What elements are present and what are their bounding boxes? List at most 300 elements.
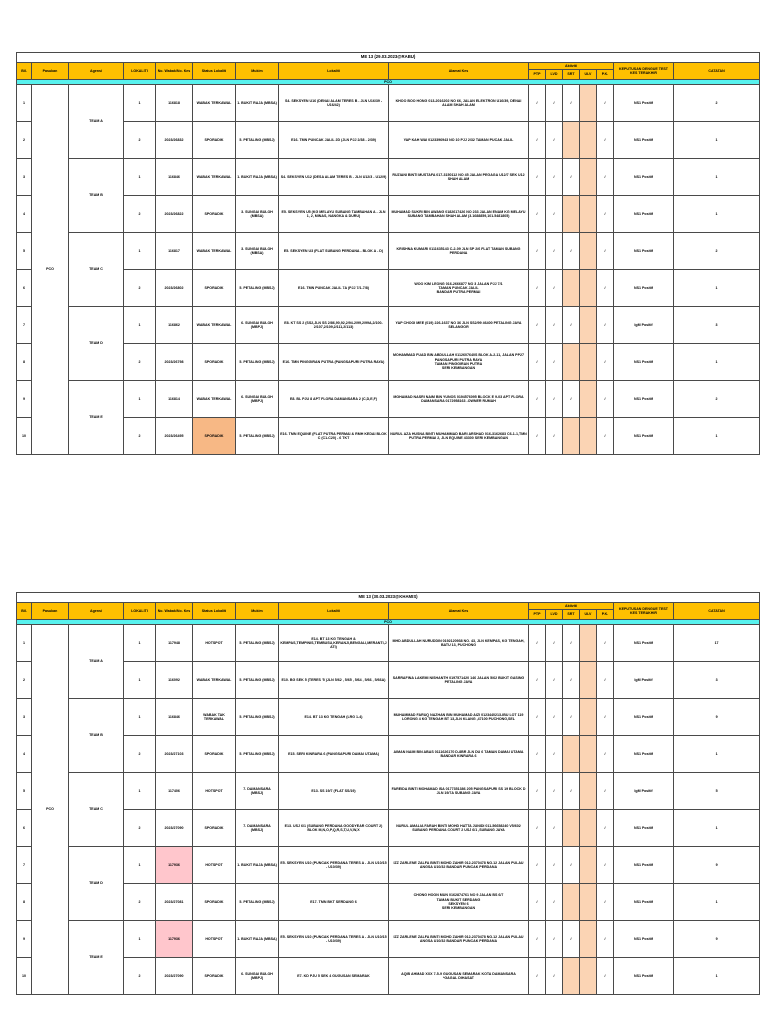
sheet-29-03-2023 — [16, 52, 759, 455]
cell-no: 116846 — [156, 159, 193, 196]
cell-cat: 3 — [674, 307, 760, 344]
cell-srt — [563, 122, 580, 159]
cell-cat: 1 — [674, 418, 760, 455]
table-row — [17, 958, 760, 995]
cell-ulv — [580, 196, 597, 233]
cell-srt: / — [563, 625, 580, 662]
cell-lvd: / — [546, 625, 563, 662]
cell-ulv — [580, 699, 597, 736]
cell-pk: / — [597, 418, 614, 455]
cell-no: 2023/27090 — [156, 810, 193, 847]
cell-alamat: MHD ABDULLAH NURUDDIN 0192120938 NO. 43, JLN KEMPAS, KG TENGAH, BATU 13, PUCHONG — [389, 625, 529, 662]
table-row — [17, 418, 760, 455]
cell-lvd: / — [546, 307, 563, 344]
cell-pk: / — [597, 307, 614, 344]
header-bil: Bil. — [17, 603, 32, 620]
header-ptp: PTP — [529, 610, 546, 620]
cell-kep: NS1 Positif — [614, 196, 674, 233]
cell-mukim: 3. SUNGAI BULOH (MBSA) — [236, 233, 279, 270]
cell-status: HOTSPOT — [193, 847, 236, 884]
cell-lok: E16. TMN EQUINE (FLAT PUTRA PERMAI & RMH KEDAI BLOK C (C1-C20) - 6 TKT — [279, 418, 389, 455]
cell-cat: 1 — [674, 159, 760, 196]
cell-lok: E13. USJ 6/1 (SUBANG PERDANA GOODYEAR COURT 2) BLOK M,N,O,P,Q,R,S,T,U,V,W,X — [279, 810, 389, 847]
cell-bil: 2 — [17, 662, 32, 699]
cell-ulv — [580, 736, 597, 773]
pasukan-cell: PCO — [32, 625, 69, 995]
cell-no: 2023/26798 — [156, 344, 193, 381]
cell-alamat: RUZIANI BINTI MUSTAFA 017-3150112 NO 45 JALAN PEGAGA U12/7 SEK U12 SHAH ALAM — [389, 159, 529, 196]
cell-mukim: 5. PETALING (MBSJ) — [236, 699, 279, 736]
header-pasukan: Pasukan — [32, 603, 69, 620]
cell-alamat: MOHAMMAD FUAD BIN ABDULLAH 0112607640S BLOK A-2-11, JALAN PP27 PANGSAPURI PUTRA RAYA TAMAN PINGGIRAN PUTRA SERI KEMBANGAN — [389, 344, 529, 381]
cell-lok: E16. TMN PINGGIRAN PUTRA (PANGSAPURI PUTRA RAYA) — [279, 344, 389, 381]
cell-mukim: 1. BUKIT RAJA (MBSA) — [236, 921, 279, 958]
header-aktiviti: Aktiviti — [529, 603, 614, 610]
cell-ulv — [580, 810, 597, 847]
cell-lvd: / — [546, 884, 563, 921]
cell-kep: IgM Positif — [614, 662, 674, 699]
header-keputusan: KEPUTUSAN DENGUE TEST KES TERAKHIR — [614, 603, 674, 620]
cell-cat: 5 — [674, 773, 760, 810]
cell-no: 117406 — [156, 773, 193, 810]
team-cell: TEAM E — [69, 381, 124, 455]
cell-lvd: / — [546, 921, 563, 958]
cell-pk: / — [597, 270, 614, 307]
cell-lvd: / — [546, 810, 563, 847]
header-srt: SRT — [563, 70, 580, 80]
cell-ulv — [580, 381, 597, 418]
cell-cat: 3 — [674, 662, 760, 699]
cell-status: WABAK TERKAWAL — [193, 85, 236, 122]
cell-status: HOTSPOT — [193, 773, 236, 810]
cell-no: 116814 — [156, 381, 193, 418]
cell-alamat: MUHAMAD SUKRI BIN AWANG 0182617426 NO 233 JALAN ENAM KG MELAYU SUBANG TAMBAHAN SHAH ALAM (3.1688859,101.5481805) — [389, 196, 529, 233]
cell-alamat: FAREIDA BINTI MOHAMAD ISA 0177351386 205 PANGSAPURI SS 19 BLOCK D JLN 19/7A SUBANG JAYA — [389, 773, 529, 810]
cell-mukim: 1. BUKIT RAJA (MBSA) — [236, 159, 279, 196]
cell-status: SPORADIK — [193, 344, 236, 381]
cell-no: 116846 — [156, 699, 193, 736]
cell-kep: NS1 Positif — [614, 159, 674, 196]
cell-lokaliti: 1 — [124, 85, 156, 122]
cell-status: SPORADIK — [193, 270, 236, 307]
header-agensi: Agensi — [69, 603, 124, 620]
cell-bil: 2 — [17, 122, 32, 159]
cell-bil: 5 — [17, 773, 32, 810]
cell-bil: 7 — [17, 847, 32, 884]
cell-cat: 1 — [674, 736, 760, 773]
header-lvd: LVD — [546, 610, 563, 620]
cell-lokaliti: 2 — [124, 122, 156, 159]
case-table-1 — [16, 52, 760, 455]
cell-mukim: 6. SUNGAI BULOH (MBPJ) — [236, 381, 279, 418]
cell-cat: 9 — [674, 921, 760, 958]
table-row — [17, 196, 760, 233]
cell-no: 116862 — [156, 307, 193, 344]
table-row — [17, 381, 760, 418]
cell-lokaliti: 2 — [124, 270, 156, 307]
header-lokaliti: Lokaliti — [279, 63, 389, 80]
cell-cat: 1 — [674, 344, 760, 381]
cell-mukim: 1. BUKIT RAJA (MBSA) — [236, 85, 279, 122]
cell-pk: / — [597, 884, 614, 921]
cell-ulv — [580, 884, 597, 921]
cell-kep: NS1 Positif — [614, 344, 674, 381]
cell-lok: E15. SERI KINRARA 6 (PANGSAPURI DAMAI UTAMA) — [279, 736, 389, 773]
table-row — [17, 847, 760, 884]
cell-ulv — [580, 307, 597, 344]
cell-lvd: / — [546, 159, 563, 196]
cell-lok: E8. KT SS 2 (SS2,JLN SS 2/86,90,92,2/94-2/99,2/99A,2/100-2/107,2/109,2/111,2/113) — [279, 307, 389, 344]
cell-status: HOTSPOT — [193, 625, 236, 662]
cell-mukim: 1. BUKIT RAJA (MBSA) — [236, 847, 279, 884]
table-row — [17, 810, 760, 847]
cell-ptp: / — [529, 233, 546, 270]
cell-kep: NS1 Positif — [614, 736, 674, 773]
cell-status: SPORADIK — [193, 196, 236, 233]
header-pk: P.K. — [597, 610, 614, 620]
sheet-title: ME 13 (30.03.2023@KHAMIS) — [17, 593, 760, 603]
header-bil: Bil. — [17, 63, 32, 80]
cell-status: SPORADIK — [193, 884, 236, 921]
cell-lokaliti: 1 — [124, 773, 156, 810]
cell-status: SPORADIK — [193, 810, 236, 847]
cell-cat: 17 — [674, 625, 760, 662]
case-table-2 — [16, 592, 760, 995]
cell-lvd: / — [546, 773, 563, 810]
cell-no: 2023/26832 — [156, 122, 193, 159]
cell-lok: E13. SS 19/7 (FLAT SS/19) — [279, 773, 389, 810]
cell-lvd: / — [546, 122, 563, 159]
cell-ptp: / — [529, 847, 546, 884]
cell-bil: 7 — [17, 307, 32, 344]
table-row — [17, 270, 760, 307]
header-alamat: Alamat Kes — [389, 63, 529, 80]
cell-srt: / — [563, 773, 580, 810]
cell-ptp: / — [529, 196, 546, 233]
cell-cat: 1 — [674, 196, 760, 233]
cell-pk: / — [597, 159, 614, 196]
cell-lvd: / — [546, 85, 563, 122]
cell-lvd: / — [546, 381, 563, 418]
header-ulv: ULV — [580, 70, 597, 80]
header-no-wabak: No. Wabak/No. Kes — [156, 63, 193, 80]
cell-srt — [563, 418, 580, 455]
cell-no: 117936 — [156, 847, 193, 884]
cell-ptp: / — [529, 810, 546, 847]
cell-mukim: 5. PETALING (MBSJ) — [236, 662, 279, 699]
cell-srt: / — [563, 85, 580, 122]
cell-srt: / — [563, 699, 580, 736]
cell-mukim: 3. SUNGAI BULOH (MBSA) — [236, 196, 279, 233]
cell-ptp: / — [529, 773, 546, 810]
cell-lokaliti: 2 — [124, 736, 156, 773]
cell-alamat: NURUL AZA HUSNA BINTI MUHAMMAD BARI ARSHAD 016-3162683 C6-1-1,TMN PUTRA PERMAI 2, JLN EQUINE 43300 SERI KEMBANGAN — [389, 418, 529, 455]
header-catatan: CATATAN — [674, 63, 760, 80]
cell-cat: 9 — [674, 699, 760, 736]
cell-ptp: / — [529, 122, 546, 159]
cell-lokaliti: 1 — [124, 662, 156, 699]
cell-ulv — [580, 418, 597, 455]
cell-lok: S4. SEKSYEN U16 (DENAI ALAM TERES B - JLN U16/39 - U16/42) — [279, 85, 389, 122]
cell-pk: / — [597, 625, 614, 662]
cell-ulv — [580, 847, 597, 884]
cell-bil: 6 — [17, 270, 32, 307]
cell-mukim: 5. PETALING (MBSJ) — [236, 270, 279, 307]
cell-srt: / — [563, 159, 580, 196]
cell-ulv — [580, 773, 597, 810]
cell-ptp: / — [529, 958, 546, 995]
cell-status: WABAK TERKAWAL — [193, 381, 236, 418]
cell-pk: / — [597, 85, 614, 122]
cell-ulv — [580, 85, 597, 122]
cell-cat: 1 — [674, 122, 760, 159]
cell-srt: / — [563, 921, 580, 958]
cell-kep: NS1 Positif — [614, 122, 674, 159]
cell-srt: / — [563, 381, 580, 418]
cell-kep: NS1 Positif — [614, 884, 674, 921]
team-cell: TEAM A — [69, 625, 124, 699]
cell-lvd: / — [546, 344, 563, 381]
table-row — [17, 344, 760, 381]
cell-lokaliti: 2 — [124, 196, 156, 233]
cell-mukim: 6. SUNGAI BULOH (MBPJ) — [236, 307, 279, 344]
cell-lok: E10. BG SEK 5 (TERES '5 )JLN 5/62 , 5/65 , 5/64 , 5/66 , 5/66A) — [279, 662, 389, 699]
cell-no: 2023/26822 — [156, 196, 193, 233]
header-lokaliti-code: LOKALITI — [124, 63, 156, 80]
cell-alamat: KRISHNA KUMARI 0111635143 C-2-09 JLN SP 2/6 FLAT TAMAN SUBANG PERDANA — [389, 233, 529, 270]
cell-cat: 9 — [674, 847, 760, 884]
cell-lvd: / — [546, 418, 563, 455]
cell-ptp: / — [529, 662, 546, 699]
cell-lok: E5. SEKSYEN U5 (KG MELAYU SUBANG TAMBAHAN A - JLN 1, 2, MINAS, NANGKA & DURU) — [279, 196, 389, 233]
cell-mukim: 5. PETALING (MBSJ) — [236, 344, 279, 381]
team-cell: TEAM B — [69, 159, 124, 233]
sheet-30-03-2023 — [16, 592, 759, 995]
cell-kep: NS1 Positif — [614, 847, 674, 884]
header-keputusan: KEPUTUSAN DENGUE TEST KES TERAKHIR — [614, 63, 674, 80]
cell-lokaliti: 2 — [124, 344, 156, 381]
cell-ulv — [580, 159, 597, 196]
cell-bil: 5 — [17, 233, 32, 270]
cell-ptp: / — [529, 159, 546, 196]
cell-kep: NS1 Positif — [614, 921, 674, 958]
cell-srt: / — [563, 307, 580, 344]
cell-lok: S4. SEKSYEN U12 (DESA ALAM TERES B - JLN U12/3 - U12/9) — [279, 159, 389, 196]
cell-bil: 10 — [17, 958, 32, 995]
cell-lok: E5. SEKSYEN U10 (PUNCAK PERDANA TERES A - JLN U10/15 - U10/39) — [279, 921, 389, 958]
cell-lokaliti: 1 — [124, 307, 156, 344]
cell-lokaliti: 2 — [124, 418, 156, 455]
cell-status: SPORADIK — [193, 958, 236, 995]
cell-srt — [563, 810, 580, 847]
cell-pk: / — [597, 196, 614, 233]
header-lokaliti-code: LOKALITI — [124, 603, 156, 620]
cell-srt — [563, 196, 580, 233]
cell-lokaliti: 2 — [124, 810, 156, 847]
cell-lvd: / — [546, 233, 563, 270]
sheet-title: ME 13 (29.03.2023@RABU) — [17, 53, 760, 63]
cell-kep: IgM Positif — [614, 773, 674, 810]
cell-lokaliti: 2 — [124, 884, 156, 921]
cell-pk: / — [597, 958, 614, 995]
team-cell: TEAM C — [69, 233, 124, 307]
cell-ptp: / — [529, 625, 546, 662]
header-aktiviti: Aktiviti — [529, 63, 614, 70]
cell-pk: / — [597, 344, 614, 381]
pasukan-cell: PCO — [32, 85, 69, 455]
cell-bil: 9 — [17, 921, 32, 958]
cell-lok: E17. TMN BKT SERDANG 6 — [279, 884, 389, 921]
pco-band: PCO — [17, 80, 760, 85]
cell-ptp: / — [529, 921, 546, 958]
cell-cat: 1 — [674, 958, 760, 995]
cell-srt: / — [563, 847, 580, 884]
table-row — [17, 159, 760, 196]
cell-bil: 4 — [17, 736, 32, 773]
cell-mukim: 5. PETALING (MBSJ) — [236, 884, 279, 921]
table-row — [17, 884, 760, 921]
cell-lokaliti: 1 — [124, 381, 156, 418]
cell-mukim: 5. PETALING (MBSJ) — [236, 625, 279, 662]
team-cell: TEAM B — [69, 699, 124, 773]
cell-kep: NS1 Positif — [614, 958, 674, 995]
cell-no: 116818 — [156, 85, 193, 122]
cell-pk: / — [597, 847, 614, 884]
cell-no: 2023/27081 — [156, 884, 193, 921]
header-srt: SRT — [563, 610, 580, 620]
cell-status: WABAK TERKAWAL — [193, 662, 236, 699]
cell-ulv — [580, 625, 597, 662]
cell-mukim: 7. DAMANSARA (MBSJ) — [236, 773, 279, 810]
cell-ptp: / — [529, 381, 546, 418]
header-mukim: Mukim — [236, 603, 279, 620]
cell-lvd: / — [546, 736, 563, 773]
cell-lok: E14. BT 13 KG TENGAH & KEMPAS,TEMPINIS,TEMBUSU,KERANJI,BENGALI,MERANTI,JATI) — [279, 625, 389, 662]
cell-pk: / — [597, 773, 614, 810]
cell-no: 117948 — [156, 625, 193, 662]
cell-pk: / — [597, 736, 614, 773]
cell-kep: NS1 Positif — [614, 699, 674, 736]
cell-srt — [563, 958, 580, 995]
cell-bil: 4 — [17, 196, 32, 233]
cell-ptp: / — [529, 418, 546, 455]
cell-kep: NS1 Positif — [614, 418, 674, 455]
cell-no: 116817 — [156, 233, 193, 270]
cell-no: 2023/26802 — [156, 270, 193, 307]
header-status: Status Lokaliti — [193, 63, 236, 80]
header-agensi: Agensi — [69, 63, 124, 80]
cell-bil: 8 — [17, 884, 32, 921]
cell-ptp: / — [529, 699, 546, 736]
cell-ulv — [580, 233, 597, 270]
cell-cat: 2 — [674, 381, 760, 418]
cell-lvd: / — [546, 847, 563, 884]
cell-lok: E14. BT 13 KG TENGAH (LRG 1-4) — [279, 699, 389, 736]
cell-lokaliti: 1 — [124, 921, 156, 958]
cell-mukim: 5. PETALING (MBSJ) — [236, 736, 279, 773]
cell-alamat: YAP CHOOI MEE (019) 226-1637 NO 36 JLN SS2/99 46400 PETALING JAYA SELANGOR — [389, 307, 529, 344]
cell-status: SPORADIK — [193, 122, 236, 159]
cell-alamat: IZZ ZARLENE ZALFA BINTI MOHD ZAHIR 012-2370478 NO.12 JALAN PULAU ANGSA U10/32 BANDAR PUNCAK PERDANA — [389, 921, 529, 958]
table-row — [17, 625, 760, 662]
cell-ulv — [580, 921, 597, 958]
cell-mukim: 6. SUNGAI BULOH (MBPJ) — [236, 958, 279, 995]
team-cell: TEAM D — [69, 307, 124, 381]
cell-ulv — [580, 344, 597, 381]
cell-lokaliti: 1 — [124, 699, 156, 736]
cell-alamat: IZZ ZARLENE ZALFA BINTI MOHD ZAHIR 012-2370478 NO.12 JALAN PULAU ANGSA U10/32 BANDAR PUNCAK PERDANA — [389, 847, 529, 884]
cell-srt — [563, 344, 580, 381]
cell-lokaliti: 1 — [124, 847, 156, 884]
cell-status: SPORADIK — [193, 418, 236, 455]
table-row — [17, 233, 760, 270]
cell-kep: NS1 Positif — [614, 270, 674, 307]
cell-bil: 8 — [17, 344, 32, 381]
cell-status: HOTSPOT — [193, 921, 236, 958]
header-status: Status Lokaliti — [193, 603, 236, 620]
cell-srt: / — [563, 662, 580, 699]
header-no-wabak: No. Wabak/No. Kes — [156, 603, 193, 620]
cell-status: WABAK TERKAWAL — [193, 307, 236, 344]
cell-no: 117936 — [156, 921, 193, 958]
table-row — [17, 921, 760, 958]
cell-kep: NS1 Positif — [614, 85, 674, 122]
cell-mukim: 5. PETALING (MBSJ) — [236, 122, 279, 159]
cell-alamat: NURUL AMALIA FARAH BINTI MOHD HATTA JUNIDI 011-56658240 V5/602 SUBANG PERDANA COURT 2 USJ 6/1 ,SUBANG JAYA — [389, 810, 529, 847]
cell-lokaliti: 1 — [124, 159, 156, 196]
cell-lok: E16. TMN PUNCAK JALIL 2D (JLN PJJ 2/38 - 2/39) — [279, 122, 389, 159]
cell-no: 2023/27103 — [156, 736, 193, 773]
cell-pk: / — [597, 921, 614, 958]
cell-alamat: SARRAFINA LAKEMI NISHANTH 0197571420 146 JALAN 5/62 BUKIT GASING PETALING JAYA — [389, 662, 529, 699]
cell-lokaliti: 1 — [124, 625, 156, 662]
cell-kep: NS1 Positif — [614, 233, 674, 270]
header-pk: P.K. — [597, 70, 614, 80]
team-cell: TEAM E — [69, 921, 124, 995]
cell-pk: / — [597, 662, 614, 699]
cell-kep: IgM Positif — [614, 307, 674, 344]
cell-kep: NS1 Positif — [614, 625, 674, 662]
cell-cat: 2 — [674, 85, 760, 122]
cell-pk: / — [597, 381, 614, 418]
cell-lvd: / — [546, 662, 563, 699]
header-alamat: Alamat Kes — [389, 603, 529, 620]
cell-status: WABAK TAK TERKAWAL — [193, 699, 236, 736]
cell-status: SPORADIK — [193, 736, 236, 773]
table-row — [17, 85, 760, 122]
cell-ptp: / — [529, 307, 546, 344]
cell-no: 116092 — [156, 662, 193, 699]
cell-ulv — [580, 662, 597, 699]
cell-lokaliti: 1 — [124, 233, 156, 270]
cell-lok: E16. TMN PUNCAK JALIL 7A (PJJ 7/1-7/8) — [279, 270, 389, 307]
cell-lok: E8. BL PJU 8 APT FLORA DAMANSARA 2 (C,D,E,F) — [279, 381, 389, 418]
cell-alamat: AQIB AHMAD XXX 7-5-9 GUGUSAN SEMARAK KOTA DAMANSARA *GAGAL DIHASAT — [389, 958, 529, 995]
cell-cat: 1 — [674, 884, 760, 921]
team-cell: TEAM C — [69, 773, 124, 847]
cell-cat: 1 — [674, 270, 760, 307]
cell-mukim: 5. PETALING (MBSJ) — [236, 418, 279, 455]
header-lokaliti: Lokaliti — [279, 603, 389, 620]
cell-alamat: AIMAN NAIM BIN ABAS 0111626170 D-8BR JLN DU 6 TAMAN DAMAI UTAMA BANDAR KINRARA 6 — [389, 736, 529, 773]
cell-ptp: / — [529, 344, 546, 381]
cell-bil: 6 — [17, 810, 32, 847]
header-pasukan: Pasukan — [32, 63, 69, 80]
table-row — [17, 736, 760, 773]
team-cell: TEAM D — [69, 847, 124, 921]
cell-kep: NS1 Positif — [614, 810, 674, 847]
cell-kep: NS1 Positif — [614, 381, 674, 418]
